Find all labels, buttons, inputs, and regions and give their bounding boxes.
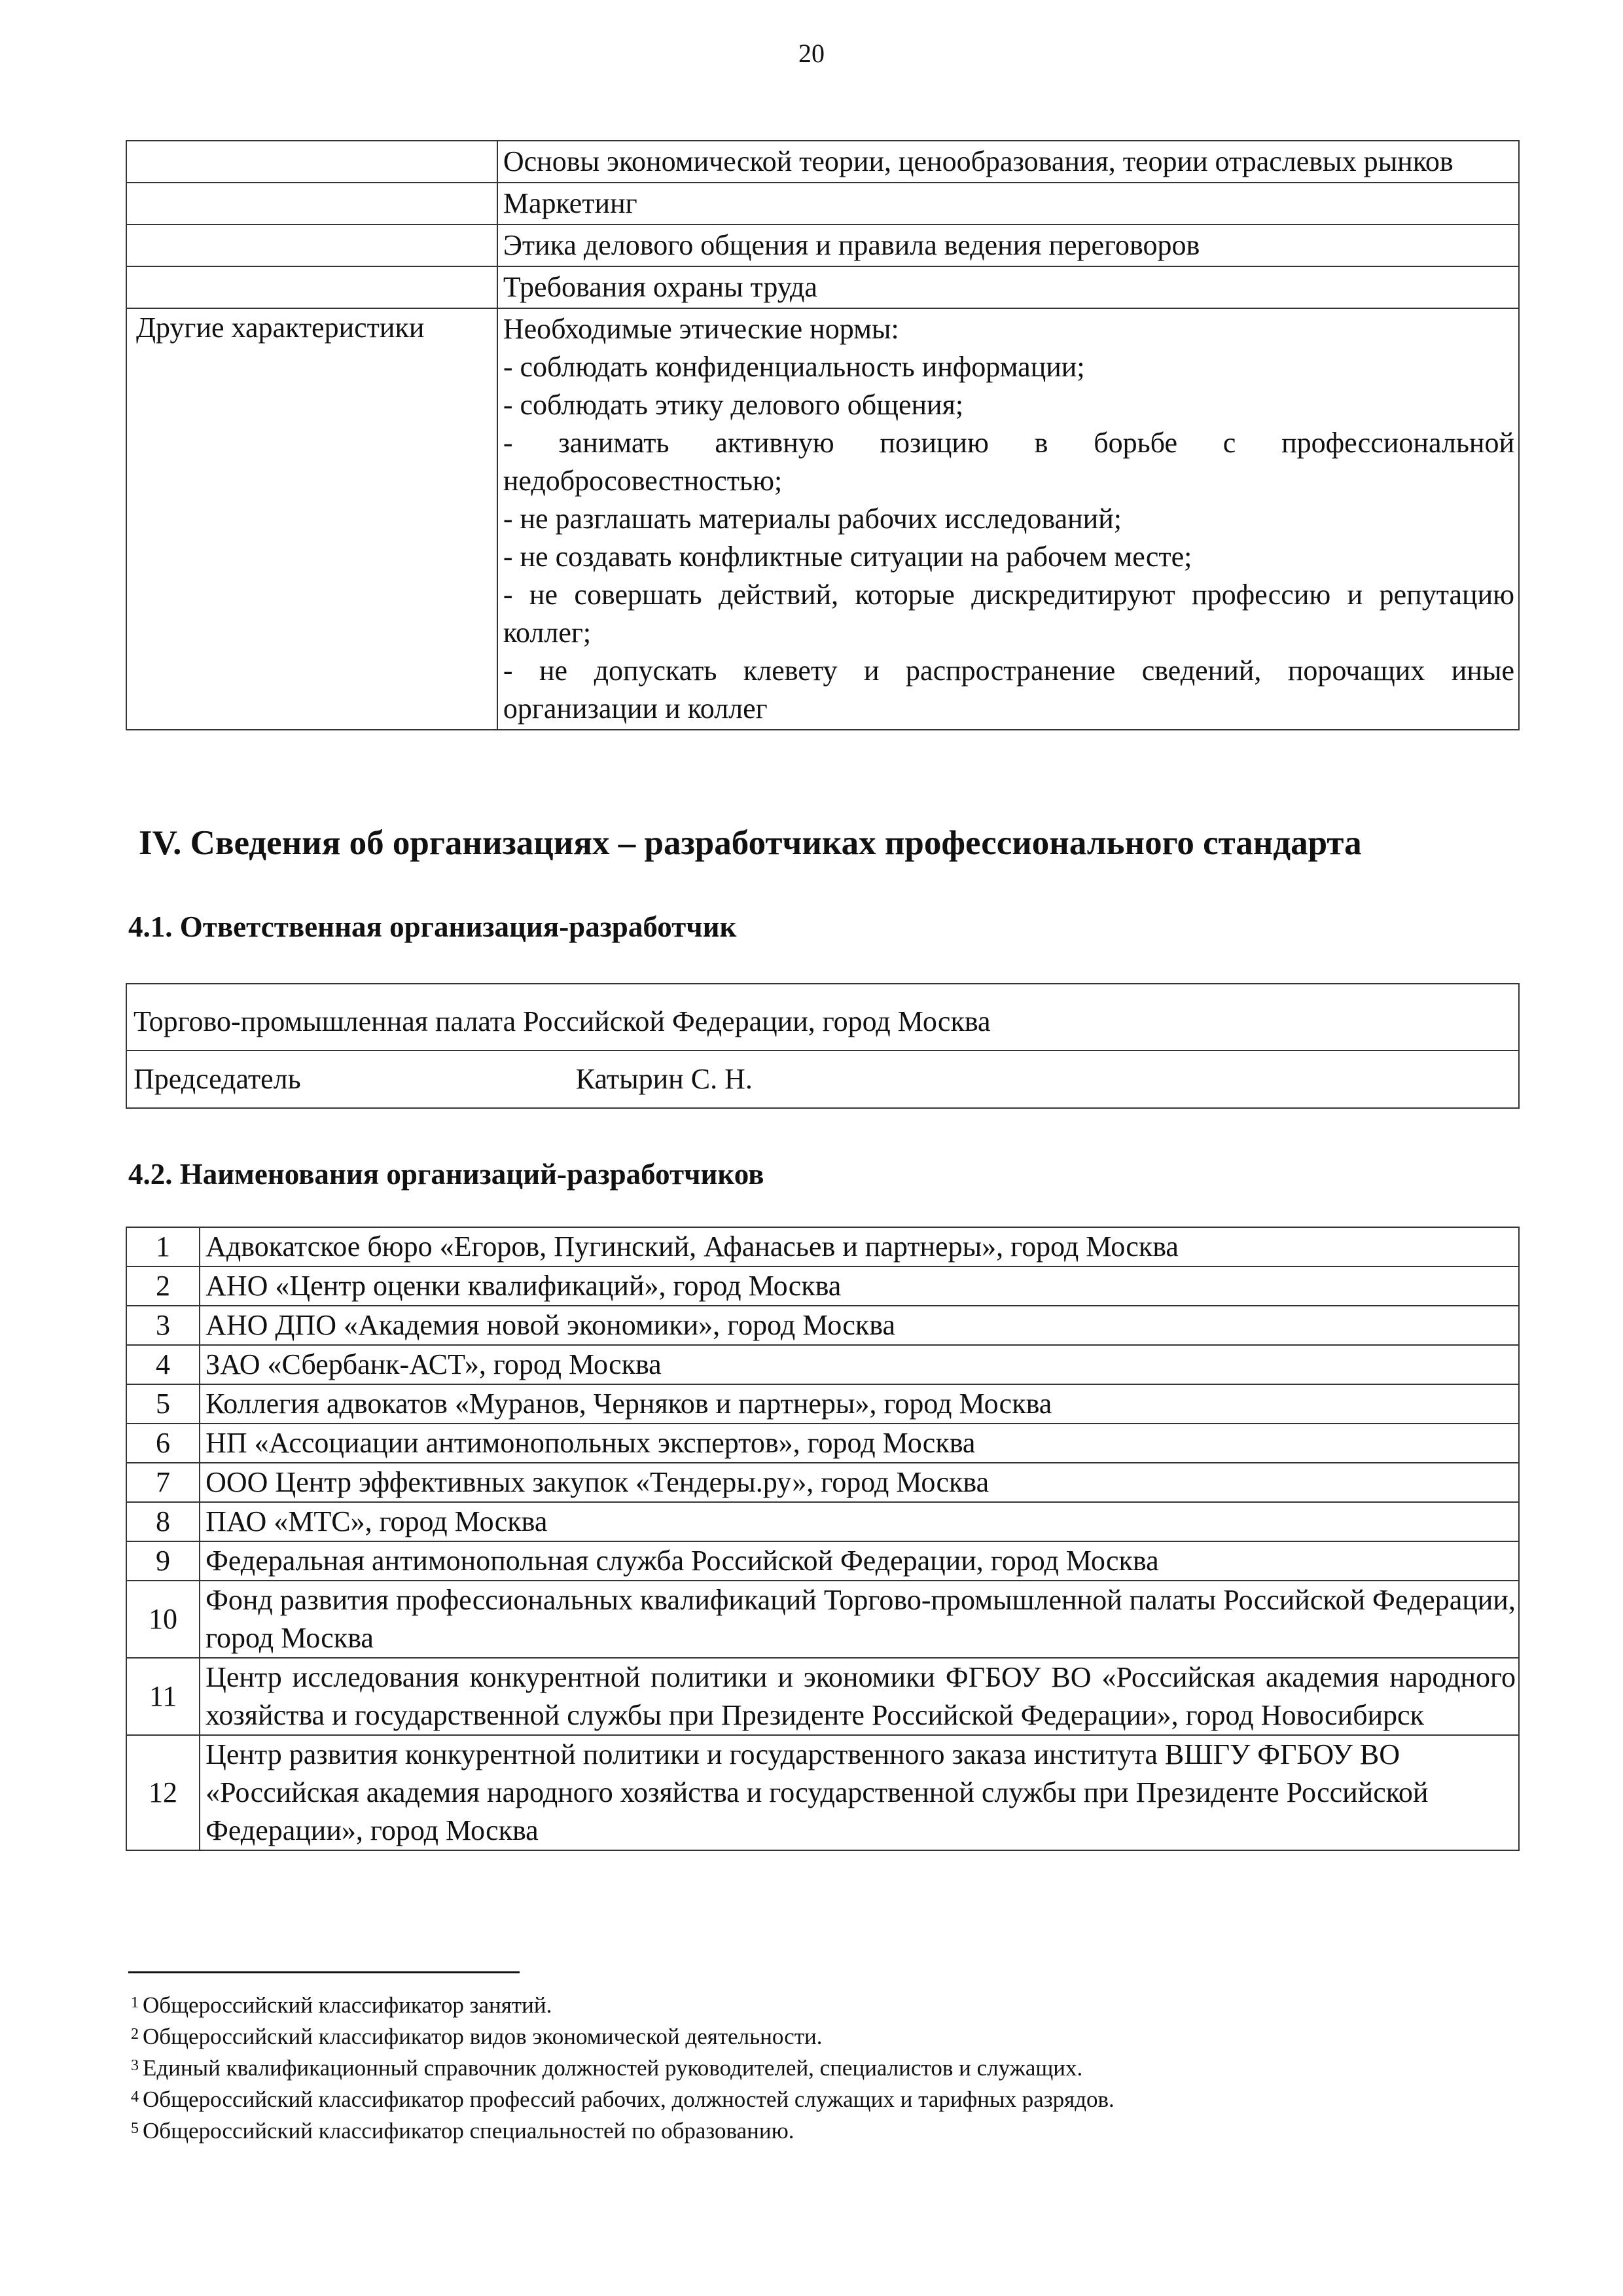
table-row	[126, 1502, 1519, 1541]
row-number: 9	[126, 1541, 200, 1581]
row-number: 2	[126, 1266, 200, 1306]
empty-label-cell	[126, 141, 497, 183]
footnote	[131, 2115, 1115, 2147]
row-number: 3	[126, 1306, 200, 1345]
table-row	[126, 308, 1519, 730]
row-number: 7	[126, 1463, 200, 1502]
row-number: 1	[126, 1227, 200, 1266]
table-row	[126, 183, 1519, 224]
empty-label-cell	[126, 266, 497, 308]
ethics-cell	[497, 308, 1519, 730]
footnote-text: Общероссийский классификатор профессий рабочих, должностей служащих и тарифных разрядов.	[143, 2087, 1115, 2112]
ethics-item: - занимать активную позицию в борьбе с профессиональной недобросовестностью;	[503, 427, 1514, 497]
table-row	[126, 1384, 1519, 1424]
table-row	[126, 1227, 1519, 1266]
responsible-org-name: Торгово-промышленная палата Российской Федерации, город Москва	[126, 984, 1519, 1050]
developers-table	[126, 1227, 1520, 1851]
org-name: Центр развития конкурентной политики и государственного заказа института ВШГУ ФГБОУ ВО «Российская академия народного хозяйства и государственной службы при Президенте Российской Федерации», город Москва	[200, 1735, 1519, 1850]
chair-label: Председатель	[134, 1063, 301, 1095]
org-name: Федеральная антимонопольная служба Российской Федерации, город Москва	[200, 1541, 1519, 1581]
row-number: 12	[126, 1735, 200, 1850]
ethics-item: - не допускать клевету и распространение сведений, порочащих иные организации и коллег	[503, 655, 1514, 725]
ethics-item: - не создавать конфликтные ситуации на рабочем месте;	[503, 541, 1192, 573]
row-number: 11	[126, 1658, 200, 1735]
other-characteristics-label: Другие характеристики	[126, 308, 497, 730]
empty-label-cell	[126, 224, 497, 266]
footnote	[131, 2053, 1115, 2084]
page-number: 20	[798, 39, 825, 68]
table-row	[126, 1424, 1519, 1463]
org-name: Коллегия адвокатов «Муранов, Черняков и партнеры», город Москва	[200, 1384, 1519, 1424]
org-name: ПАО «МТС», город Москва	[200, 1502, 1519, 1541]
subsection-heading-4-1: 4.1. Ответственная организация-разработчик	[128, 910, 737, 943]
responsible-org-table	[126, 983, 1520, 1109]
footnote	[131, 2021, 1115, 2053]
footnotes	[131, 1990, 1115, 2147]
ethics-item: - соблюдать этику делового общения;	[503, 389, 964, 421]
row-number: 6	[126, 1424, 200, 1463]
table-row	[126, 1541, 1519, 1581]
chair-cell	[126, 1050, 1519, 1108]
footnote-mark: 1	[131, 1994, 139, 2011]
ethics-heading: Необходимые этические нормы:	[503, 313, 899, 345]
table-row	[126, 1735, 1519, 1850]
knowledge-item: Этика делового общения и правила ведения переговоров	[497, 224, 1519, 266]
org-name: ООО Центр эффективных закупок «Тендеры.ру», город Москва	[200, 1463, 1519, 1502]
row-number: 10	[126, 1581, 200, 1658]
table-row	[126, 1050, 1519, 1108]
footnote	[131, 2084, 1115, 2115]
row-number: 5	[126, 1384, 200, 1424]
table-row	[126, 1345, 1519, 1384]
org-name: ЗАО «Сбербанк-АСТ», город Москва	[200, 1345, 1519, 1384]
section-heading: IV. Сведения об организациях – разработчиках профессионального стандарта	[139, 824, 1362, 862]
footnote-mark: 2	[131, 2026, 139, 2043]
table-row	[126, 1581, 1519, 1658]
row-number: 8	[126, 1502, 200, 1541]
org-name: АНО «Центр оценки квалификаций», город Москва	[200, 1266, 1519, 1306]
footnote	[131, 1990, 1115, 2021]
org-name: Фонд развития профессиональных квалификаций Торгово-промышленной палаты Российской Федерации, город Москва	[200, 1581, 1519, 1658]
ethics-item: - не совершать действий, которые дискредитируют профессию и репутацию коллег;	[503, 579, 1514, 649]
knowledge-item: Требования охраны труда	[497, 266, 1519, 308]
table-row	[126, 1463, 1519, 1502]
chair-name: Катырин С. Н.	[575, 1063, 753, 1095]
subsection-heading-4-2: 4.2. Наименования организаций-разработчиков	[128, 1158, 764, 1191]
footnote-mark: 5	[131, 2120, 139, 2137]
footnote-text: Общероссийский классификатор занятий.	[143, 1992, 552, 2018]
footnote-text: Общероссийский классификатор видов экономической деятельности.	[143, 2024, 823, 2049]
org-name: АНО ДПО «Академия новой экономики», город Москва	[200, 1306, 1519, 1345]
table-row	[126, 266, 1519, 308]
empty-label-cell	[126, 183, 497, 224]
table-row	[126, 1306, 1519, 1345]
footnote-divider	[128, 1971, 520, 1973]
footnote-text: Общероссийский классификатор специальностей по образованию.	[143, 2118, 794, 2144]
org-name: Адвокатское бюро «Егоров, Пугинский, Афанасьев и партнеры», город Москва	[200, 1227, 1519, 1266]
row-number: 4	[126, 1345, 200, 1384]
footnote-mark: 3	[131, 2057, 139, 2074]
ethics-item: - соблюдать конфиденциальность информации;	[503, 351, 1085, 383]
footnote-text: Единый квалификационный справочник должностей руководителей, специалистов и служащих.	[143, 2055, 1083, 2081]
knowledge-item: Маркетинг	[497, 183, 1519, 224]
table-row	[126, 224, 1519, 266]
characteristics-table	[126, 140, 1520, 730]
org-name: НП «Ассоциации антимонопольных экспертов», город Москва	[200, 1424, 1519, 1463]
footnote-mark: 4	[131, 2089, 139, 2106]
org-name: Центр исследования конкурентной политики и экономики ФГБОУ ВО «Российская академия народного хозяйства и государственной службы при Президенте Российской Федерации», город Новосибирск	[200, 1658, 1519, 1735]
table-row	[126, 984, 1519, 1050]
ethics-item: - не разглашать материалы рабочих исследований;	[503, 503, 1122, 535]
knowledge-item: Основы экономической теории, ценообразования, теории отраслевых рынков	[497, 141, 1519, 183]
table-row	[126, 141, 1519, 183]
table-row	[126, 1658, 1519, 1735]
table-row	[126, 1266, 1519, 1306]
